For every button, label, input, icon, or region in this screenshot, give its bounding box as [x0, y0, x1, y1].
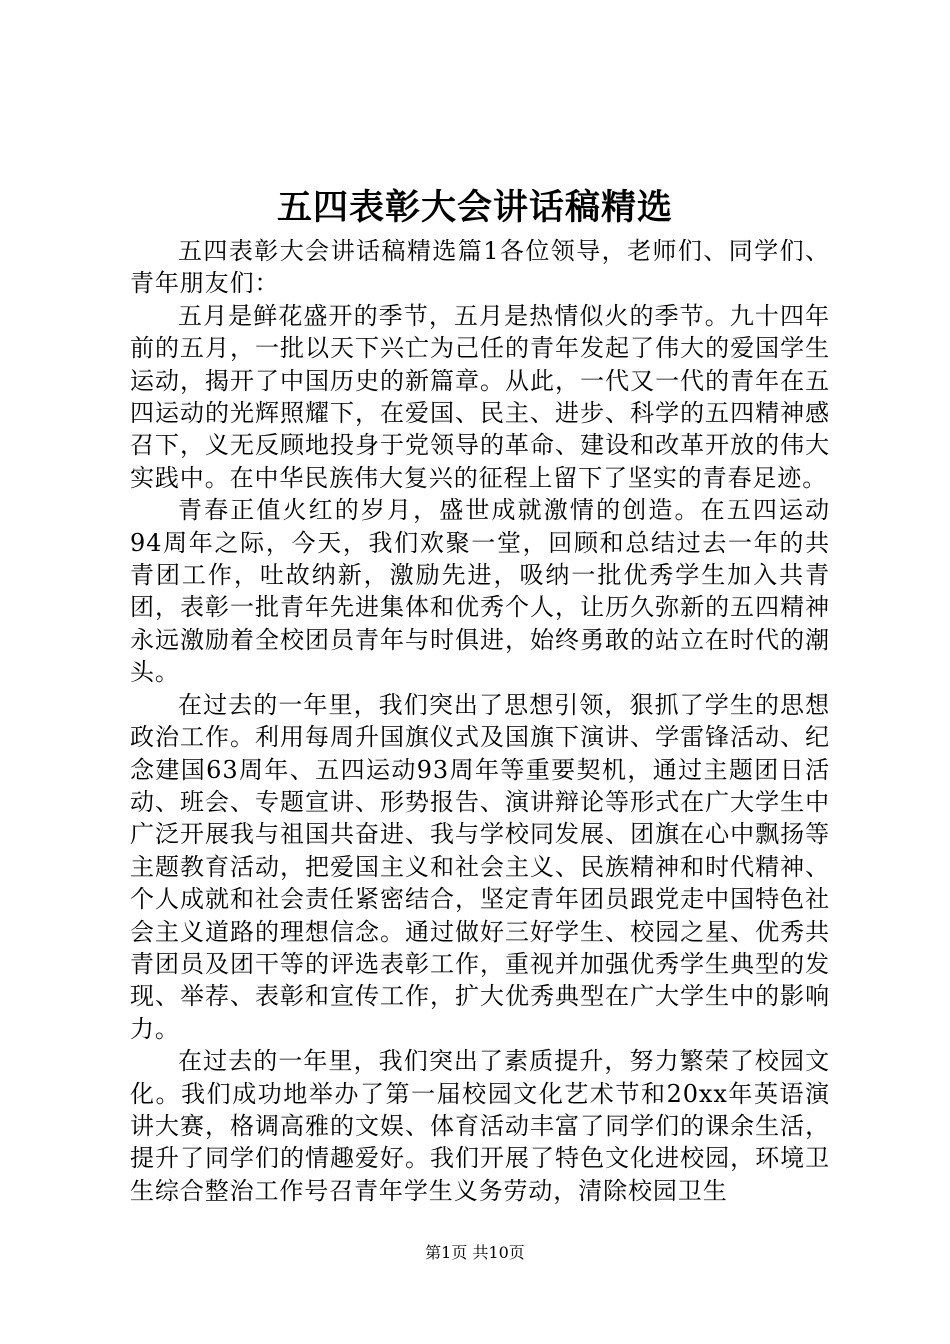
paragraph: 在过去的一年里，我们突出了素质提升，努力繁荣了校园文化。我们成功地举办了第一届校园文化艺术节和20xx年英语演讲大赛，格调高雅的文娱、体育活动丰富了同学们的课余生活，提升了同学们的情趣爱好。我们开展了特色文化进校园，环境卫生综合整治工作号召青年学生义务劳动，清除校园卫生 [130, 1047, 830, 1205]
paragraph: 在过去的一年里，我们突出了思想引领，狠抓了学生的思想政治工作。利用每周升国旗仪式及国旗下演讲、学雷锋活动、纪念建国63周年、五四运动93周年等重要契机，通过主题团日活动、班会、专题宣讲、形势报告、演讲辩论等形式在广大学生中广泛开展我与祖国共奋进、我与学校同发展、团旗在心中飘扬等主题教育活动，把爱国主义和社会主义、民族精神和时代精神、个人成就和社会责任紧密结合，坚定青年团员跟党走中国特色社会主义道路的理想信念。通过做好三好学生、校园之星、优秀共青团员及团干等的评选表彰工作，重视并加强优秀学生典型的发现、举荐、表彰和宣传工作，扩大优秀典型在广大学生中的影响力。 [130, 690, 830, 1043]
paragraph: 五四表彰大会讲话稿精选篇1各位领导，老师们、同学们、青年朋友们： [130, 237, 830, 298]
document-title: 五四表彰大会讲话稿精选 [276, 187, 673, 228]
paragraph: 五月是鲜花盛开的季节，五月是热情似火的季节。九十四年前的五月，一批以天下兴亡为己任的青年发起了伟大的爱国学生运动，揭开了中国历史的新篇章。从此，一代又一代的青年在五四运动的光辉照耀下，在爱国、民主、进步、科学的五四精神感召下，义无反顾地投身于党领导的革命、建设和改革开放的伟大实践中。在中华民族伟大复兴的征程上留下了坚实的青春足迹。 [130, 301, 830, 492]
page-number-footer: 第1页 共10页 [425, 1243, 525, 1262]
document-body [130, 235, 830, 1207]
paragraph: 青春正值火红的岁月，盛世成就激情的创造。在五四运动94周年之际，今天，我们欢聚一堂，回顾和总结过去一年的共青团工作，吐故纳新，激励先进，吸纳一批优秀学生加入共青团，表彰一批青年先进集体和优秀个人，让历久弥新的五四精神永远激励着全校团员青年与时俱进，始终勇敢的站立在时代的潮头。 [130, 496, 830, 687]
